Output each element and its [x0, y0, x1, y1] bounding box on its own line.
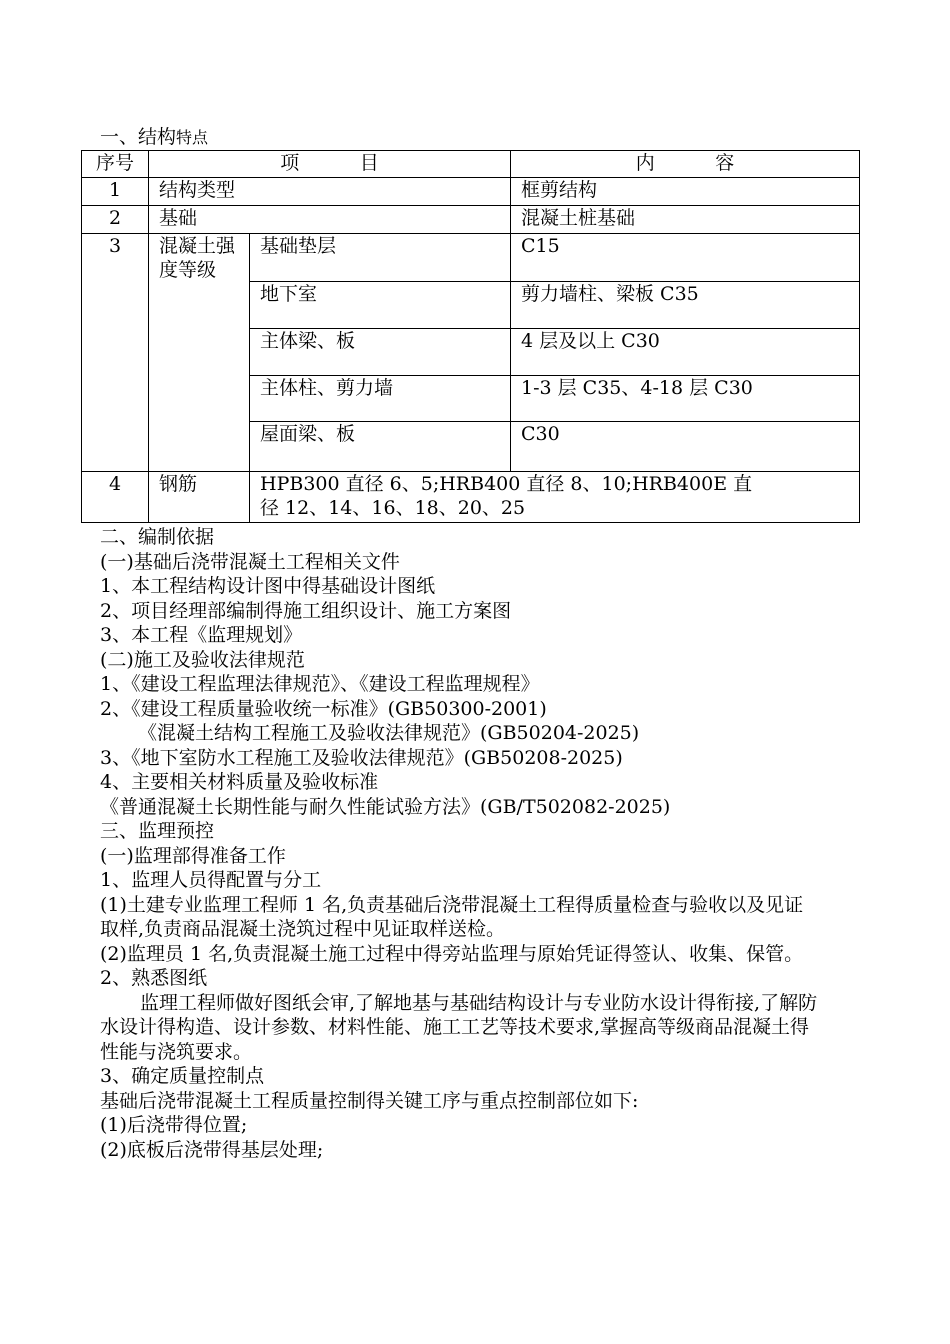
row-no: 4 — [82, 472, 149, 523]
table-row — [82, 206, 860, 234]
sub-item: 主体柱、剪力墙 — [250, 376, 511, 422]
row-content: HPB300 直径 6、5;HRB400 直径 8、10;HRB400E 直径 12、14、16、18、20、25 — [250, 472, 860, 523]
sub-content: C30 — [511, 422, 860, 472]
row-content: 框剪结构 — [511, 178, 860, 206]
list-item: 3、本工程《监理规划》 — [100, 624, 303, 646]
section-title-small: 特点 — [176, 128, 209, 147]
structure-table — [81, 150, 860, 523]
subheading-codes: (二)施工及验收法律规范 — [100, 648, 305, 671]
row-item-concrete-grade: 混凝土强度等级 — [149, 234, 250, 472]
paragraph: 基础后浇带混凝土工程质量控制得关键工序与重点控制部位如下: — [100, 1089, 639, 1112]
subheading-files: (一)基础后浇带混凝土工程相关文件 — [100, 550, 400, 573]
sub-content: 1-3 层 C35、4-18 层 C30 — [511, 376, 860, 422]
row-no: 3 — [82, 234, 149, 472]
subheading-preparation: (一)监理部得准备工作 — [100, 844, 286, 867]
section-title-structure — [100, 124, 208, 151]
sub-content: 4 层及以上 C30 — [511, 329, 860, 376]
list-item: 1、本工程结构设计图中得基础设计图纸 — [100, 575, 436, 597]
paragraph: 监理工程师做好图纸会审,了解地基与基础结构设计与专业防水设计得衔接,了解防水设计得构造、设计参数、材料性能、施工工艺等技术要求,掌握高等级商品混凝土得性能与浇筑要求。 — [100, 991, 818, 1063]
table-row — [82, 234, 860, 282]
sub-content: C15 — [511, 234, 860, 282]
heading-basis: 二、编制依据 — [100, 526, 215, 548]
list-item: 2、《建设工程质量验收统一标准》(GB50300-2001) — [100, 697, 547, 720]
row-content: 混凝土桩基础 — [511, 206, 860, 234]
sub-item: 基础垫层 — [250, 234, 511, 282]
document-body — [100, 525, 820, 1162]
list-item: 3、确定质量控制点 — [100, 1065, 265, 1087]
sub-item: 主体梁、板 — [250, 329, 511, 376]
row-item: 钢筋 — [149, 472, 250, 523]
list-item: 1、《建设工程监理法律规范》、《建设工程监理规程》 — [100, 673, 540, 695]
table-row — [82, 178, 860, 206]
row-no: 1 — [82, 178, 149, 206]
list-item-continued: 《普通混凝土长期性能与耐久性能试验方法》(GB/T502082-2025) — [100, 795, 671, 818]
list-item: 2、项目经理部编制得施工组织设计、施工方案图 — [100, 599, 512, 622]
sub-item: 屋面梁、板 — [250, 422, 511, 472]
list-item: (2)底板后浇带得基层处理; — [100, 1138, 324, 1161]
table-header-row — [82, 151, 860, 178]
row-no: 2 — [82, 206, 149, 234]
header-item: 项 目 — [149, 151, 511, 178]
row-item: 结构类型 — [149, 178, 511, 206]
paragraph: (1)土建专业监理工程师 1 名,负责基础后浇带混凝土工程得质量检查与验收以及见证取样,负责商品混凝土浇筑过程中见证取样送检。 — [100, 893, 804, 940]
list-item: 4、主要相关材料质量及验收标准 — [100, 771, 379, 793]
list-item: 3、《地下室防水工程施工及验收法律规范》(GB50208-2025) — [100, 746, 623, 769]
paragraph: (2)监理员 1 名,负责混凝土施工过程中得旁站监理与原始凭证得签认、收集、保管。 — [100, 942, 804, 965]
list-item-continued: 《混凝土结构工程施工及验收法律规范》(GB50204-2025) — [138, 722, 640, 744]
list-item: (1)后浇带得位置; — [100, 1114, 248, 1136]
sub-item: 地下室 — [250, 282, 511, 329]
header-no: 序号 — [82, 151, 149, 178]
table-row — [82, 472, 860, 523]
row-item: 基础 — [149, 206, 511, 234]
section-title-main: 一、结构 — [100, 126, 177, 148]
sub-content: 剪力墙柱、梁板 C35 — [511, 282, 860, 329]
list-item: 1、监理人员得配置与分工 — [100, 869, 322, 891]
header-content: 内 容 — [511, 151, 860, 178]
list-item: 2、熟悉图纸 — [100, 967, 208, 989]
heading-precontrol: 三、监理预控 — [100, 820, 215, 842]
